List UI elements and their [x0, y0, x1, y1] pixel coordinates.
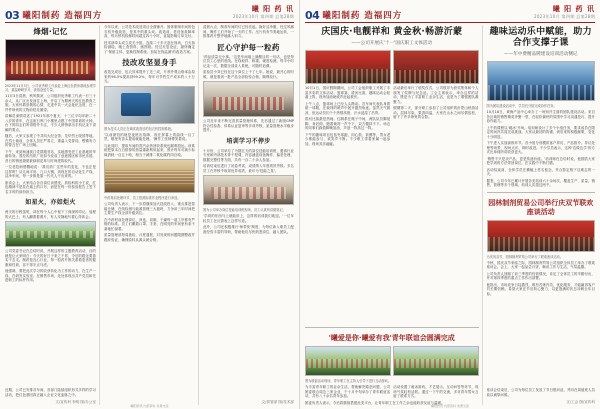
- subheadline-xinghuo: 如星火，亦如炬火: [25, 199, 76, 206]
- masthead-title-right: 曦阳制药 造福四方: [322, 11, 403, 21]
- article-zuotan-p3: 他指出，市场竞争日趋激烈，唯有苦练内功、优化服务，才能赢得客户的长期信赖。希望大家在节后收心聚力，以更饱满的状态冲刺全年目标。: [486, 282, 595, 296]
- article-jigai-p6: 公司负责人表示，下一步将继续加大技改投入，重点推进智能仓储、在线检测与能源管理三大板块，力争用三年时间把主要生产线全部升级到位。: [104, 202, 195, 215]
- headline-qingnian-lianyi: '曦爱是你·曦爱有我'青年联谊会圆满完成: [328, 334, 455, 342]
- headline-jigai: 技改攻坚显身手: [122, 58, 177, 67]
- article-quwei-p3: 下午进入实战演练环节。各小组分别模拟客户拜访、产品推介、异议处理等场景，现场点评、即时改进。不少学员表示，这种'边做边学'的方式比单纯听讲收获更大。: [486, 141, 595, 154]
- headline-guoqing: 庆国庆·电靓祥和 黄金秋·畅游沂蒙: [321, 27, 463, 37]
- article-zuotan-p4: 座谈会结束后，公司为每位员工发放了节日慰问品，并向在岗值班人员致以诚挚问候。: [486, 388, 595, 397]
- photo-herb-processing: [104, 159, 195, 193]
- left-column-2: [104, 25, 199, 405]
- subhead-quwei-yundong: ——年中费精品牌建设培训活动侧记: [504, 52, 578, 57]
- masthead-right: [305, 4, 595, 23]
- byline-col1-left: 文/宣传科 李明 图/办公室: [55, 400, 96, 404]
- headline-jiangxin: 匠心守护每一粒药: [217, 42, 280, 52]
- article-guoqing-p5: 活动最后举行了颁奖仪式，公司领导为获奖集体和个人颁发了奖牌与纪念品。工会主席表示，举办这样的活动，既是为了丰富职工业余生活，也是为了增强团队凝聚力。: [393, 86, 479, 104]
- article-jigai-p5: 与此同时，提取车间的蒸汽余热回收系统也顺利投运。该系统把原本白白排掉的热量重新利用起来，预计每年可减少标煤消耗一百五十吨，相当于减排二氧化碳约四百吨。: [104, 143, 195, 157]
- photo-basketball-game: [305, 50, 391, 84]
- byline-col2-right: 文/工会 图/宣传科: [566, 400, 595, 404]
- photo-team-building: [487, 61, 595, 101]
- article-fengyan-p4: 下午，来到杨浦滨江党群服务站，实地感受老工业基地的华丽转身。曾经的纺织厂房如今变成了创意园区和市民乐园，昔日的锈迹斑斑被绿树花草与时尚建筑取代。: [5, 149, 96, 163]
- article-quwei-p5: 活动结束前，全体学员在横幅上签名留念，并合影定格下这难忘的一天。: [486, 167, 595, 176]
- article-quwei-p1: 10月18日，黄海产品中心举办了一场别开生面的团队建设活动。来自各区域的销售精英齐聚一堂，在轻松愉快的氛围中学习沟通技巧、提升协作能力。: [486, 110, 595, 123]
- photo-band-guoqing: [305, 50, 479, 84]
- article-lianyi-p2: 活动设置了破冰游戏、才艺展示、互动问答等环节，现场气氛轻松活跃。通过一下午的交流，多对青年男女互留了联系方式。: [393, 385, 479, 398]
- footer-note-left: 曦阳药讯 内部资料 免费交流: [130, 404, 169, 408]
- photo-youth-meetup-1: [305, 346, 391, 376]
- article-jigai-p2: 技术部牵头成立攻关小组，连续二十多天泡在现场，白天拆检测绘，晚上查资料、画图纸。经过反复论证，最终确定了'保留主体、更换控制系统、加装在线监测'的改造方案。: [104, 40, 195, 54]
- article-lianyi-p1: 为丰富青年职工的业余生活，帮助解决婚恋问题，公司团委联合周边三家企业，于十月中旬举办了青年联谊活动，共有八十余名青年参加。: [305, 385, 391, 398]
- article-zuotan-p1: 中秋、国庆双节来临之际，园林制剂贸易公司组织全体员工举办了联欢座谈会。会上，大家一起品尝月饼、畅谈工作与生活，气氛温馨。: [486, 260, 595, 269]
- caption-training-class: 图为公司举办岗位技能培训班现场，员工认真听讲做笔记。: [203, 208, 286, 212]
- article-jiangxin-q3: '学到的东西马上就能用上，这样的培训我们欢迎。'一位年轻员工在反馈表上这样写道。: [203, 214, 294, 223]
- footer-note-right: 曦阳药讯 内部资料 免费交流: [431, 404, 469, 408]
- article-jiangxin-p3: 质检员小刘已经在这个岗位上干了七年。她说，最开心的时候，就是看到一批产品全部检验合格、顺利放行。: [203, 70, 294, 79]
- article-lianyi-p3: 团委负责人表示，今后将继续搭建此类平台，让青年职工在工作之余也能收获友谊与温暖。: [305, 400, 445, 405]
- article-fengyan-p3: 随后，大家又参观了中共四大纪念馆、龙华烈士陵园等地。在烈士墙前，全体人员庄严肃立，重温入党誓词，铿锵有力的誓言在广场上回响。: [5, 134, 96, 147]
- article-jiangxin-p1: 清晨六点，制剂车间的灯已经亮起。换好洁净服、经过风淋间，操作工们开始了一天的工作。压片机有节奏地运转，一排排药片整齐地落入料斗。: [203, 25, 294, 38]
- photo-double-festival-meeting: [487, 220, 595, 252]
- photo-technician-coating: [104, 86, 195, 124]
- article-jiangxin-q1: 十月份，公司举办了为期五天的岗位技能培训班，邀请行业专家和内部技术骨干授课，内容涵盖设备操作、偏差处理、数据完整性等方面，共有一百二十余人参加。: [203, 148, 294, 162]
- article-jiangxin-q4: 此外，公司还积极推行'师带徒'制度，为每位新入职员工配备经验丰富的导师，帮助他们尽快熟悉岗位、融入团队。: [203, 225, 294, 234]
- right-column-1: [305, 25, 483, 405]
- folio-number-left: 03: [5, 9, 20, 22]
- article-jigai-q1: 在中药材前处理岗位，净选、切制、干燥每一道工序都有严格的标准。员工们戴着口罩、手套，在明亮的车间里有条不紊地忙碌着。: [104, 217, 195, 231]
- article-fengyan-p6: 座谈会上，大家结合各自岗位谈感受。质检科的小王说，红色精神不是挂在墙上的口号，而是在每一份检验报告上签下名字时的那份担当。: [5, 180, 96, 194]
- article-guoqing-p1: 10月1日，国庆假期期间，公司工会组织职工开展了丰富多彩的文体活动。篮球赛、拔河比赛、趣味运动会轮番上阵，现场加油助威声此起彼伏。: [305, 86, 391, 99]
- article-zuotan-p2: 公司负责人回顾了前三季度的经营情况，肯定了全体员工的辛勤付出，并对第四季度的重点工作作出部署。: [486, 271, 595, 280]
- headline-fengyan-jiyi: 烽烟·记忆: [33, 27, 68, 36]
- article-quwei-p6: 据悉，公司今年已累计开展各类培训六十余场次，覆盖生产、质量、销售、管理等多个领域，培训人次超过两千。: [486, 178, 595, 187]
- folio-number-right: 04: [305, 9, 320, 22]
- article-fengyan-p5: 一位老技师感慨地说：'我们药厂这些年的变化，不也正是这样吗？从几间平房、几口大锅，到现在的自动化生产线、洁净车间，每一步都是靠一代代人干出来的。': [5, 165, 96, 178]
- photo-red-education: [5, 39, 96, 81]
- photo-workshop-inspection: [203, 81, 294, 117]
- page-right: [300, 0, 600, 409]
- columns-right: [305, 25, 595, 405]
- divider-rule-right-1: [305, 327, 479, 328]
- article-quwei-p4: '销售不只是卖产品，更是传递价值。'培训师在总结时说。他鼓励大家把学到的方法带回岗位，在实践中不断打磨。: [486, 156, 595, 165]
- paper-name-left: 曦 阳 药 讯: [251, 5, 294, 13]
- photo-outdoor-group: [5, 221, 96, 247]
- article-fengyan-q4: 近期，公司已安排各车间、各部门陆续组织形式多样的学习活动，把红色基因真正融入企业文化血脉之中。: [5, 388, 96, 397]
- caption-red-education: 2023年11月3日，公司优秀职工代表赴上海红色教育基地参观学习，重温峥嵘岁月，汲取奋进力量。: [5, 84, 96, 92]
- caption-herb-processing: 中药材前处理环节，员工按照标准作业程序进行净选。: [104, 196, 181, 200]
- byline-col3-left: 文/质管部 图/技术部: [261, 400, 294, 404]
- left-column-1: [5, 25, 100, 405]
- article-fengyan-q3: 他强调，要把此次学习的收获转化为工作的动力，在生产一线、在研发实验室、在销售市场，处处体现出共产党员和先进职工的标杆作用。: [5, 269, 96, 282]
- paper-name-right: 曦 阳 药 讯: [552, 5, 595, 13]
- masthead-left: [5, 4, 294, 23]
- subheadline-peixun: 培训学习不停步: [226, 137, 271, 145]
- masthead-right-right: [534, 5, 595, 21]
- article-jigai-p3: 改造完成后，包衣效率提升了近三成，片剂外观合格率由原来的96.5%提高到99.2%，每年可节约生产成本约八十万元。: [104, 70, 195, 83]
- article-jigai-p1: 今年以来，公司技术改造项目全面铺开。固体制剂车间的包衣机升级改造，是其中的重头戏。改造前，老设备故障率高，每月停机检修时间超过四十小时，直接影响订单交付。: [104, 25, 195, 38]
- article-guoqing-p3: 拔河比赛最是热闹。红绸系在绳子中间，两队队员脚抵脚、身后仰，随着裁判一声令下，双方僵持不下。场边的同事们跺着脚喊加油，声浪一阵高过一阵。: [305, 117, 391, 130]
- photo-band-lianyi: [305, 346, 479, 376]
- masthead-title-left: 曦阳制药 造福四方: [22, 11, 103, 21]
- caption-team-building: 图为团队建设活动中，学员们分组完成协作任务。: [486, 104, 557, 108]
- headline-yuanlin-zuotan: 园林制剂贸易公司举行庆双节联欢座谈活动: [488, 198, 594, 216]
- photo-tug-of-war: [393, 50, 479, 84]
- article-guoqing-p2: 上午八点，篮球场上已经人头攒动。各车间代表队身着统一球服，在裁判的哨声中展开激烈角逐。虽然天气微凉，但运动员们个个热情高涨，汗水浸湿了后背。: [305, 101, 391, 115]
- columns-left: [5, 25, 294, 405]
- article-jiangxin-q2: 培训结束后进行了闭卷考试，成绩纳入年度绩效考核。多名员工在考核中取得优异成绩，被评为'技能之星'。: [203, 164, 294, 173]
- right-column-2: [487, 25, 595, 405]
- headline-quwei-yundong: 趣味运动乐中赋能，助力合作支撑子课: [489, 27, 592, 48]
- paper-date-right: 2023年10月 第四期 总第28期: [533, 14, 595, 19]
- article-fengyan-q2: 公司党委书记在总结时说，开展这样的主题教育活动，目的就是让大家明白：今天的好日子来之不易，今后的路还要靠实干去走。制药是良心行业，每一粒药片都关系着患者的健康和性命，容不得半点马虎。: [5, 249, 96, 267]
- photo-youth-meetup-2: [393, 346, 479, 376]
- article-jigai-p4: '以前最怕的就是夜班出故障，现在屏幕上的曲线一目了然，哪里有苗头提前就能处理。'操作工张师傅笑着说。: [104, 132, 195, 141]
- article-jigai-q2: 质量管理部每周抽检，月度通报，对发现的问题限期整改并跟踪验证，确保原料从源头就合格。: [104, 233, 195, 242]
- subhead-guoqing: ——公司开展庆'十一'国庆职工文体活动: [351, 41, 433, 46]
- article-fengyan-q1: 两天的行程虽短，却在每个人心中留下了深深的印记。返程的大巴上，有人翻看着照片，有人安静地写着心得体会。: [5, 210, 96, 219]
- article-quwei-p2: 上午的课程以'破冰'开场。培训师设计了多个小组任务，要求成员在限定时间内共同完成挑战。大家从最初的拘谨，到后来的积极献策，变化十分明显。: [486, 125, 595, 139]
- article-fengyan-p2: 讲解员深情讲述了1921年那个夏天，十三位平均年龄二十八岁的青年，在这座石库门小楼里点燃了中国革命的火种。台下的同志们听得格外专注，不少人悄悄拿出手机记录下讲解的要点。: [5, 114, 96, 132]
- caption-youth-meetup: 图为联谊活动现场，青年职工在主持人引导下进行互动游戏。: [305, 379, 392, 383]
- article-jiangxin-p2: '药品质量无小事。'这是车间墙上最醒目的一句话，也是每位员工心里的底线。在线取样、称重、硬度检测，每半小时记录一次，数据全部录入系统，可随时追溯。: [203, 54, 294, 68]
- article-guoqing-p6: 假期第二天，部分职工参加了公司组织的沂蒙山秋游活动。层林尽染、果香四溢，大家在山水之间尽情放松，留下了许多珍贵的合影。: [393, 106, 479, 119]
- paper-date-left: 2023年10月 第四期 总第28期: [232, 14, 294, 19]
- left-column-3: [203, 25, 294, 405]
- photo-training-class: [203, 175, 294, 205]
- divider-rule-right-2: [487, 192, 595, 193]
- masthead-right-left: [233, 5, 294, 21]
- article-guoqing-p4: 下午的趣味项目包括夹球跑、同心鼓、套圈等，男女老少都能参与，欢笑声不断。不少职工带着家属一起参加，现场其乐融融。: [305, 132, 391, 146]
- caption-double-festival-meeting: 为庆祝双节，园林制剂贸易公司举行了联欢座谈活动。: [486, 254, 564, 259]
- article-fengyan-p1: 11月3日清晨，秋风微凉，公司组织优秀职工代表一行三十余人，从厂区出发前往上海，开启了为期两天的红色教育之旅。大家怀着崇敬的心情，走进中共一大会址纪念馆，在一件件珍贵的文物前驻足凝望。: [5, 94, 96, 112]
- article-jiangxin-p4: 公司近年来不断完善质量管理体系，先后通过了新版GMP符合性检查、体系认证复审等多项考核，质量管理水平稳步提升。: [203, 119, 294, 132]
- caption-technician-coating: 图为技术人员正在调试改造后的包衣机控制系统。: [104, 126, 175, 131]
